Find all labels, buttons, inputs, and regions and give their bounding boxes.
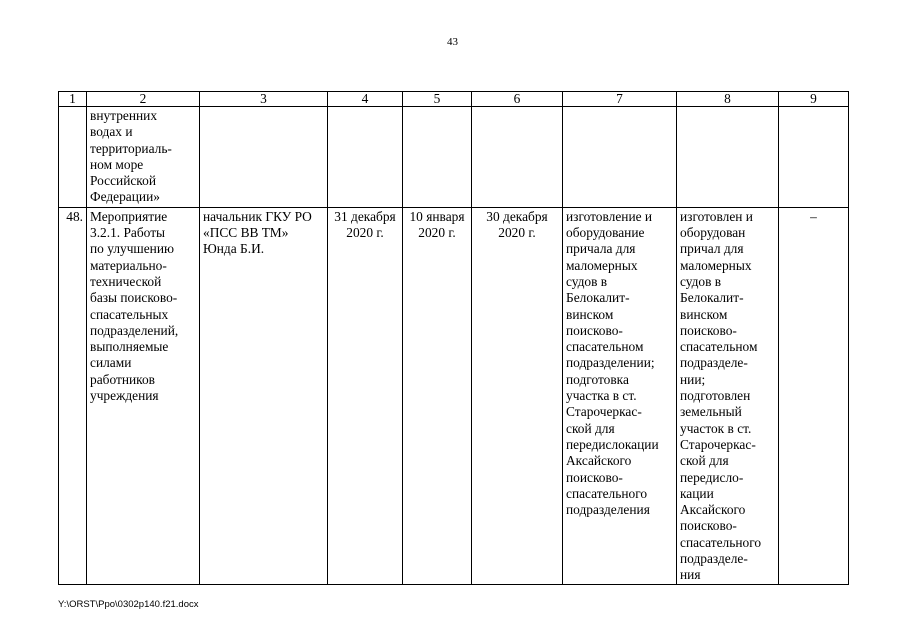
cell-date-col5: 10 января 2020 г.: [403, 207, 472, 584]
page-number: 43: [447, 36, 458, 48]
cell-date-col4: 31 декабря 2020 г.: [328, 207, 403, 584]
table-row-48: [59, 207, 849, 584]
table-header-row: [59, 92, 849, 107]
cell-date-col6: 30 декабря 2020 г.: [472, 207, 563, 584]
header-cell-6: 6: [472, 92, 563, 107]
cell-empty: [472, 107, 563, 208]
header-cell-3: 3: [200, 92, 328, 107]
header-cell-1: 1: [59, 92, 87, 107]
cell-empty: [563, 107, 677, 208]
cell-event: Мероприятие 3.2.1. Работы по улучшению материально- технической базы поисково- спасательных подразделений, выполняемые силами работников учреждения: [87, 207, 200, 584]
header-cell-8: 8: [677, 92, 779, 107]
cell-row-number: 48.: [59, 207, 87, 584]
cell-planned-result: изготовление и оборудование причала для маломерных судов в Белокалит- винском поисково- спасательном подразделении; подготовка участка в ст. Старочеркас- ской для передислокации Аксайского поисково- спасательного подразделения: [563, 207, 677, 584]
cell-empty: [59, 107, 87, 208]
header-cell-9: 9: [779, 92, 849, 107]
header-cell-4: 4: [328, 92, 403, 107]
cell-empty: [403, 107, 472, 208]
cell-actual-result: изготовлен и оборудован причал для маломерных судов в Белокалит- винском поисково- спасательном подразделе- нии; подготовлен земельный участок в ст. Старочеркас- ской для передисло- кации Аксайского поисково- спасательного подразделе- ния: [677, 207, 779, 584]
cell-empty: [779, 107, 849, 208]
cell-event-continuation: внутренних водах и территориаль- ном море Российской Федерации»: [87, 107, 200, 208]
cell-empty: [677, 107, 779, 208]
footer-file-path: Y:\ORST\Ppo\0302p140.f21.docx: [58, 599, 199, 610]
cell-responsible: начальник ГКУ РО «ПСС ВВ ТМ» Юнда Б.И.: [200, 207, 328, 584]
header-cell-5: 5: [403, 92, 472, 107]
cell-empty: [328, 107, 403, 208]
cell-col9: –: [779, 207, 849, 584]
table-row-continuation: [59, 107, 849, 208]
cell-empty: [200, 107, 328, 208]
header-cell-7: 7: [563, 92, 677, 107]
header-cell-2: 2: [87, 92, 200, 107]
document-table: [58, 91, 849, 585]
